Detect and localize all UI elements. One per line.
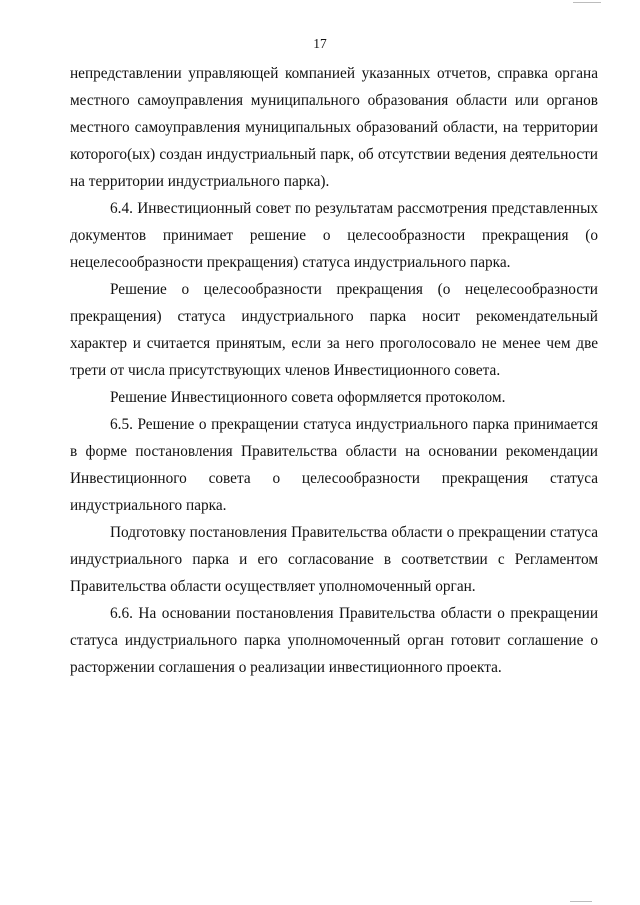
paragraph-6-6: 6.6. На основании постановления Правительства области о прекращении статуса индустриального парка уполномоченный орган готовит соглашение о расторжении соглашения о реализации инвестиционного проекта. [70,605,598,676]
scan-artifact-bottom [570,901,592,902]
document-body [70,60,598,681]
paragraph-protocol: Решение Инвестиционного совета оформляется протоколом. [110,389,506,406]
scan-artifact-top [573,2,601,3]
paragraph-decision-nature: Решение о целесообразности прекращения (о нецелесообразности прекращения) статуса индустриального парка носит рекомендательный характер и считается принятым, если за него проголосовало не менее чем две трети от числа присутствующих членов Инвестиционного совета. [70,281,598,379]
paragraph-6-5: 6.5. Решение о прекращении статуса индустриального парка принимается в форме постановления Правительства области на основании рекомендации Инвестиционного совета о целесообразности прекращения статуса индустриального парка. [70,416,598,514]
page-number: 17 [313,36,327,51]
paragraph-preparation: Подготовку постановления Правительства области о прекращении статуса индустриального парка и его согласование в соответствии с Регламентом Правительства области осуществляет уполномоченный орган. [70,524,598,595]
paragraph-continuation: непредставлении управляющей компанией указанных отчетов, справка органа местного самоуправления муниципального образования области или органов местного самоуправления муниципальных образований области, на территории которого(ых) создан индустриальный парк, об отсутствии ведения деятельности на территории индустриального парка). [70,65,598,190]
paragraph-6-4: 6.4. Инвестиционный совет по результатам рассмотрения представленных документов принимает решение о целесообразности прекращения (о нецелесообразности прекращения) статуса индустриального парка. [70,200,598,271]
